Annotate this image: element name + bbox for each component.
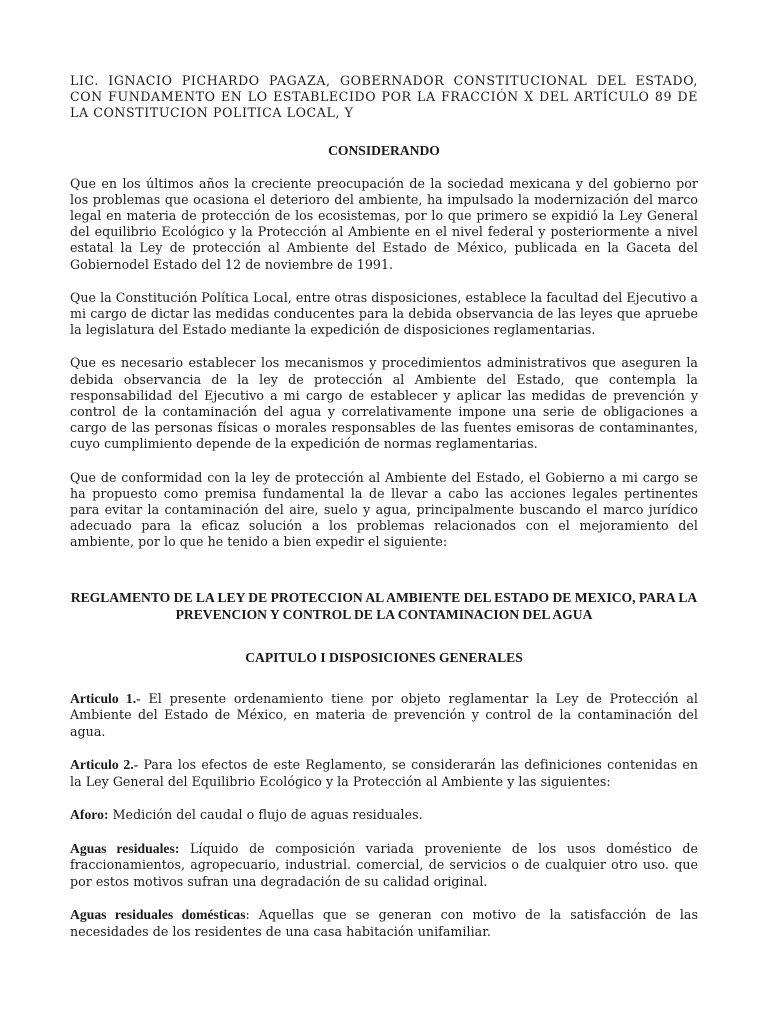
definition-term: Aforo: [70,807,109,823]
article-label: Articulo 2.- [70,757,139,773]
article-paragraph [70,757,698,790]
definition-term: Aguas residuales domésticas [70,907,246,923]
document-intro: LIC. IGNACIO PICHARDO PAGAZA, GOBERNADOR CONSTITUCIONAL DEL ESTADO, CON FUNDAMENTO EN LO ESTABLECIDO POR LA FRACCIÓN X DEL ARTÍCULO 89 DE LA CONSTITUCION POLITICA LOCAL, Y [70,73,698,121]
considerando-heading: CONSIDERANDO [328,142,440,158]
definition-term: Aguas residuales: [70,840,180,856]
article-text: Para los efectos de este Reglamento, se considerarán las definiciones contenidas en la Ley General del Equilibrio Ecológico y la Protección al Ambiente y las siguientes: [70,757,698,789]
definition-text: Líquido de composición variada proveniente de los usos doméstico de fraccionamientos, agropecuario, industrial. comercial, de servicios o de cualquier otro uso. que por estos motivos sufran una degradación de su calidad original. [70,840,698,889]
article-text: El presente ordenamiento tiene por objeto reglamentar la Ley de Protección al Ambiente del Estado de México, en materia de prevención y control de la contaminación del agua. [70,690,698,739]
definition-text: Medición del caudal o flujo de aguas residuales. [108,807,423,823]
chapter-title: CAPITULO I DISPOSICIONES GENERALES [245,649,523,665]
article-label: Articulo 1.- [70,690,141,706]
definition-paragraph [70,907,698,940]
considerando-paragraph: Que es necesario establecer los mecanismos y procedimientos administrativos que aseguren la debida observancia de la ley de protección al Ambiente del Estado, que contempla la responsabilidad del Ejecutivo a mi cargo de establecer y aplicar las medidas de prevención y control de la contaminación del agua y correlativamente impone una serie de obligaciones a cargo de las personas físicas o morales responsables de las fuentes emisoras de contaminantes, cuyo cumplimiento depende de la expedición de normas reglamentarias. [70,355,698,452]
definition-paragraph [70,807,698,824]
definition-text: : Aquellas que se generan con motivo de la satisfacción de las necesidades de los residentes de una casa habitación unifamiliar. [70,907,698,939]
definition-paragraph [70,841,698,891]
regulation-title: REGLAMENTO DE LA LEY DE PROTECCION AL AMBIENTE DEL ESTADO DE MEXICO, PARA LA PREVENCION Y CONTROL DE LA CONTAMINACION DEL AGUA [70,589,698,623]
considerando-paragraph: Que en los últimos años la creciente preocupación de la sociedad mexicana y del gobierno por los problemas que ocasiona el deterioro del ambiente, ha impulsado la modernización del marco legal en materia de protección de los ecosistemas, por lo que primero se expidió la Ley General del equilibrio Ecológico y la Protección al Ambiente en el nivel federal y posteriormente a nivel estatal la Ley de protección al Ambiente del Estado de México, publicada en la Gaceta del Gobiernodel Estado del 12 de noviembre de 1991. [70,175,698,272]
considerando-paragraph: Que de conformidad con la ley de protección al Ambiente del Estado, el Gobierno a mi cargo se ha propuesto como premisa fundamental la de llevar a cabo las acciones legales pertinentes para evitar la contaminación del aire, suelo y agua, principalmente buscando el marco jurídico adecuado para la eficaz solución a los problemas relacionados con el mejoramiento del ambiente, por lo que he tenido a bien expedir el siguiente: [70,469,698,550]
considerando-paragraph: Que la Constitución Política Local, entre otras disposiciones, establece la facultad del Ejecutivo a mi cargo de dictar las medidas conducentes para la debida observancia de las leyes que apruebe la legislatura del Estado mediante la expedición de disposiciones reglamentarias. [70,289,698,338]
article-paragraph [70,691,698,741]
